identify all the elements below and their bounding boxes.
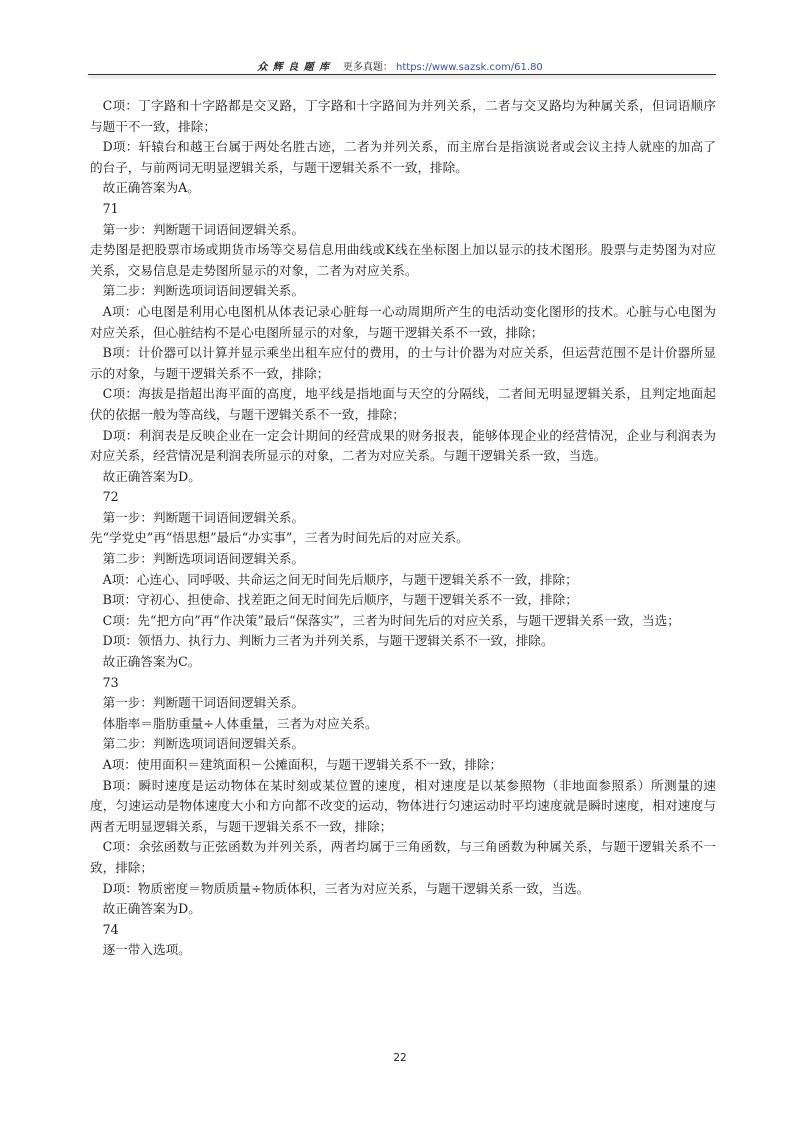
paragraph: A项：心电图是利用心电图机从体表记录心脏每一心动周期所产生的电活动变化图形的技术。心脏与心电图为对应关系，但心脏结构不是心电图所显示的对象，与题干逻辑关系不一致，排除； (90, 303, 716, 340)
paragraph: C项：丁字路和十字路都是交叉路，丁字路和十字路间为并列关系，二者与交叉路均为种属关系，但词语顺序与题干不一致，排除； (90, 98, 716, 134)
step-heading: 第二步：判断选项词语间逻辑关系。 (102, 736, 305, 752)
paragraph: 走势图是把股票市场或期货市场等交易信息用曲线或K线在坐标图上加以显示的技术图形。股票与走势图为对应关系，交易信息是走势图所显示的对象，二者为对应关系。 (90, 242, 716, 278)
answer-line: 故正确答案为D。 (102, 468, 201, 484)
header-brand: 众 辉 良 题 库 (257, 62, 331, 73)
paragraph: D项：利润表是反映企业在一定会计期间的经营成果的财务报表，能够体现企业的经营情况，企业与利润表为对应关系，经营情况是利润表所显示的对象，二者为对应关系。与题干逻辑关系一致，当选。 (90, 427, 716, 464)
paragraph: D项：轩辕台和越王台属于两处名胜古迹，二者为并列关系，而主席台是指演说者或会议主持人就座的加高了的台子，与前两词无明显逻辑关系，与题干逻辑关系不一致，排除。 (90, 139, 716, 175)
paragraph: D项：领悟力、执行力、判断力三者为并列关系，与题干逻辑关系不一致，排除。 (102, 633, 554, 649)
step-heading: 第二步：判断选项词语间逻辑关系。 (102, 283, 305, 299)
answer-line: 故正确答案为D。 (102, 901, 201, 917)
answer-line: 故正确答案为A。 (102, 180, 200, 196)
paragraph: 逐一带入选项。 (102, 942, 191, 958)
paragraph: 体脂率＝脂肪重量÷人体重量，三者为对应关系。 (102, 715, 378, 731)
paragraph: C项：余弦函数与正弦函数为并列关系，两者均属于三角函数，与三角函数为种属关系，与题干逻辑关系不一致，排除； (90, 839, 716, 875)
step-heading: 第一步：判断题干词语间逻辑关系。 (102, 509, 305, 525)
paragraph: A项：使用面积＝建筑面积－公摊面积，与题干逻辑关系不一致，排除； (102, 757, 503, 772)
question-number: 73 (102, 674, 119, 690)
question-number: 74 (102, 921, 119, 937)
step-heading: 第一步：判断题干词语间逻辑关系。 (102, 221, 305, 237)
question-number: 71 (102, 200, 119, 216)
paragraph: C项：海拔是指超出海平面的高度，地平线是指地面与天空的分隔线，二者间无明显逻辑关系，且判定地面起伏的依据一般为等高线，与题干逻辑关系不一致，排除； (90, 386, 716, 422)
header-more-label: 更多真题： (342, 62, 393, 73)
question-number: 72 (102, 489, 119, 505)
page-number: 22 (393, 1052, 407, 1064)
document-body (90, 96, 716, 961)
header-divider (88, 74, 716, 75)
paragraph: 先“学党史”再“悟思想”最后“办实事”，三者为时间先后的对应关系。 (90, 530, 469, 546)
paragraph: B项：瞬时速度是运动物体在某时刻或某位置的速度，相对速度是以某参照物（非地面参照系）所测量的速度，匀速运动是物体速度大小和方向都不改变的运动，物体进行匀速运动时平均速度就是瞬时速度，相对速度与两者无明显逻辑关系，与题干逻辑关系不一致，排除； (90, 777, 716, 834)
header-url-link[interactable]: https://www.sazsk.com/61.80 (396, 62, 543, 73)
step-heading: 第一步：判断题干词语间逻辑关系。 (102, 695, 305, 711)
paragraph: B项：守初心、担使命、找差距之间无时间先后顺序，与题干逻辑关系不一致，排除； (102, 592, 578, 608)
paragraph: A项：心连心、同呼吸、共命运之间无时间先后顺序，与题干逻辑关系不一致，排除； (102, 571, 578, 587)
step-heading: 第二步：判断选项词语间逻辑关系。 (102, 551, 305, 567)
answer-line: 故正确答案为C。 (102, 654, 201, 670)
paragraph: C项：先“把方向”再“作决策”最后“保落实”，三者为时间先后的对应关系，与题干逻辑关系一致，当选； (102, 612, 680, 628)
paragraph: B项：计价器可以计算并显示乘坐出租车应付的费用，的士与计价器为对应关系，但运营范围不是计价器所显示的对象，与题干逻辑关系不一致，排除； (90, 345, 716, 381)
page-header (0, 58, 800, 73)
paragraph: D项：物质密度＝物质质量÷物质体积，三者为对应关系，与题干逻辑关系一致，当选。 (102, 880, 590, 896)
